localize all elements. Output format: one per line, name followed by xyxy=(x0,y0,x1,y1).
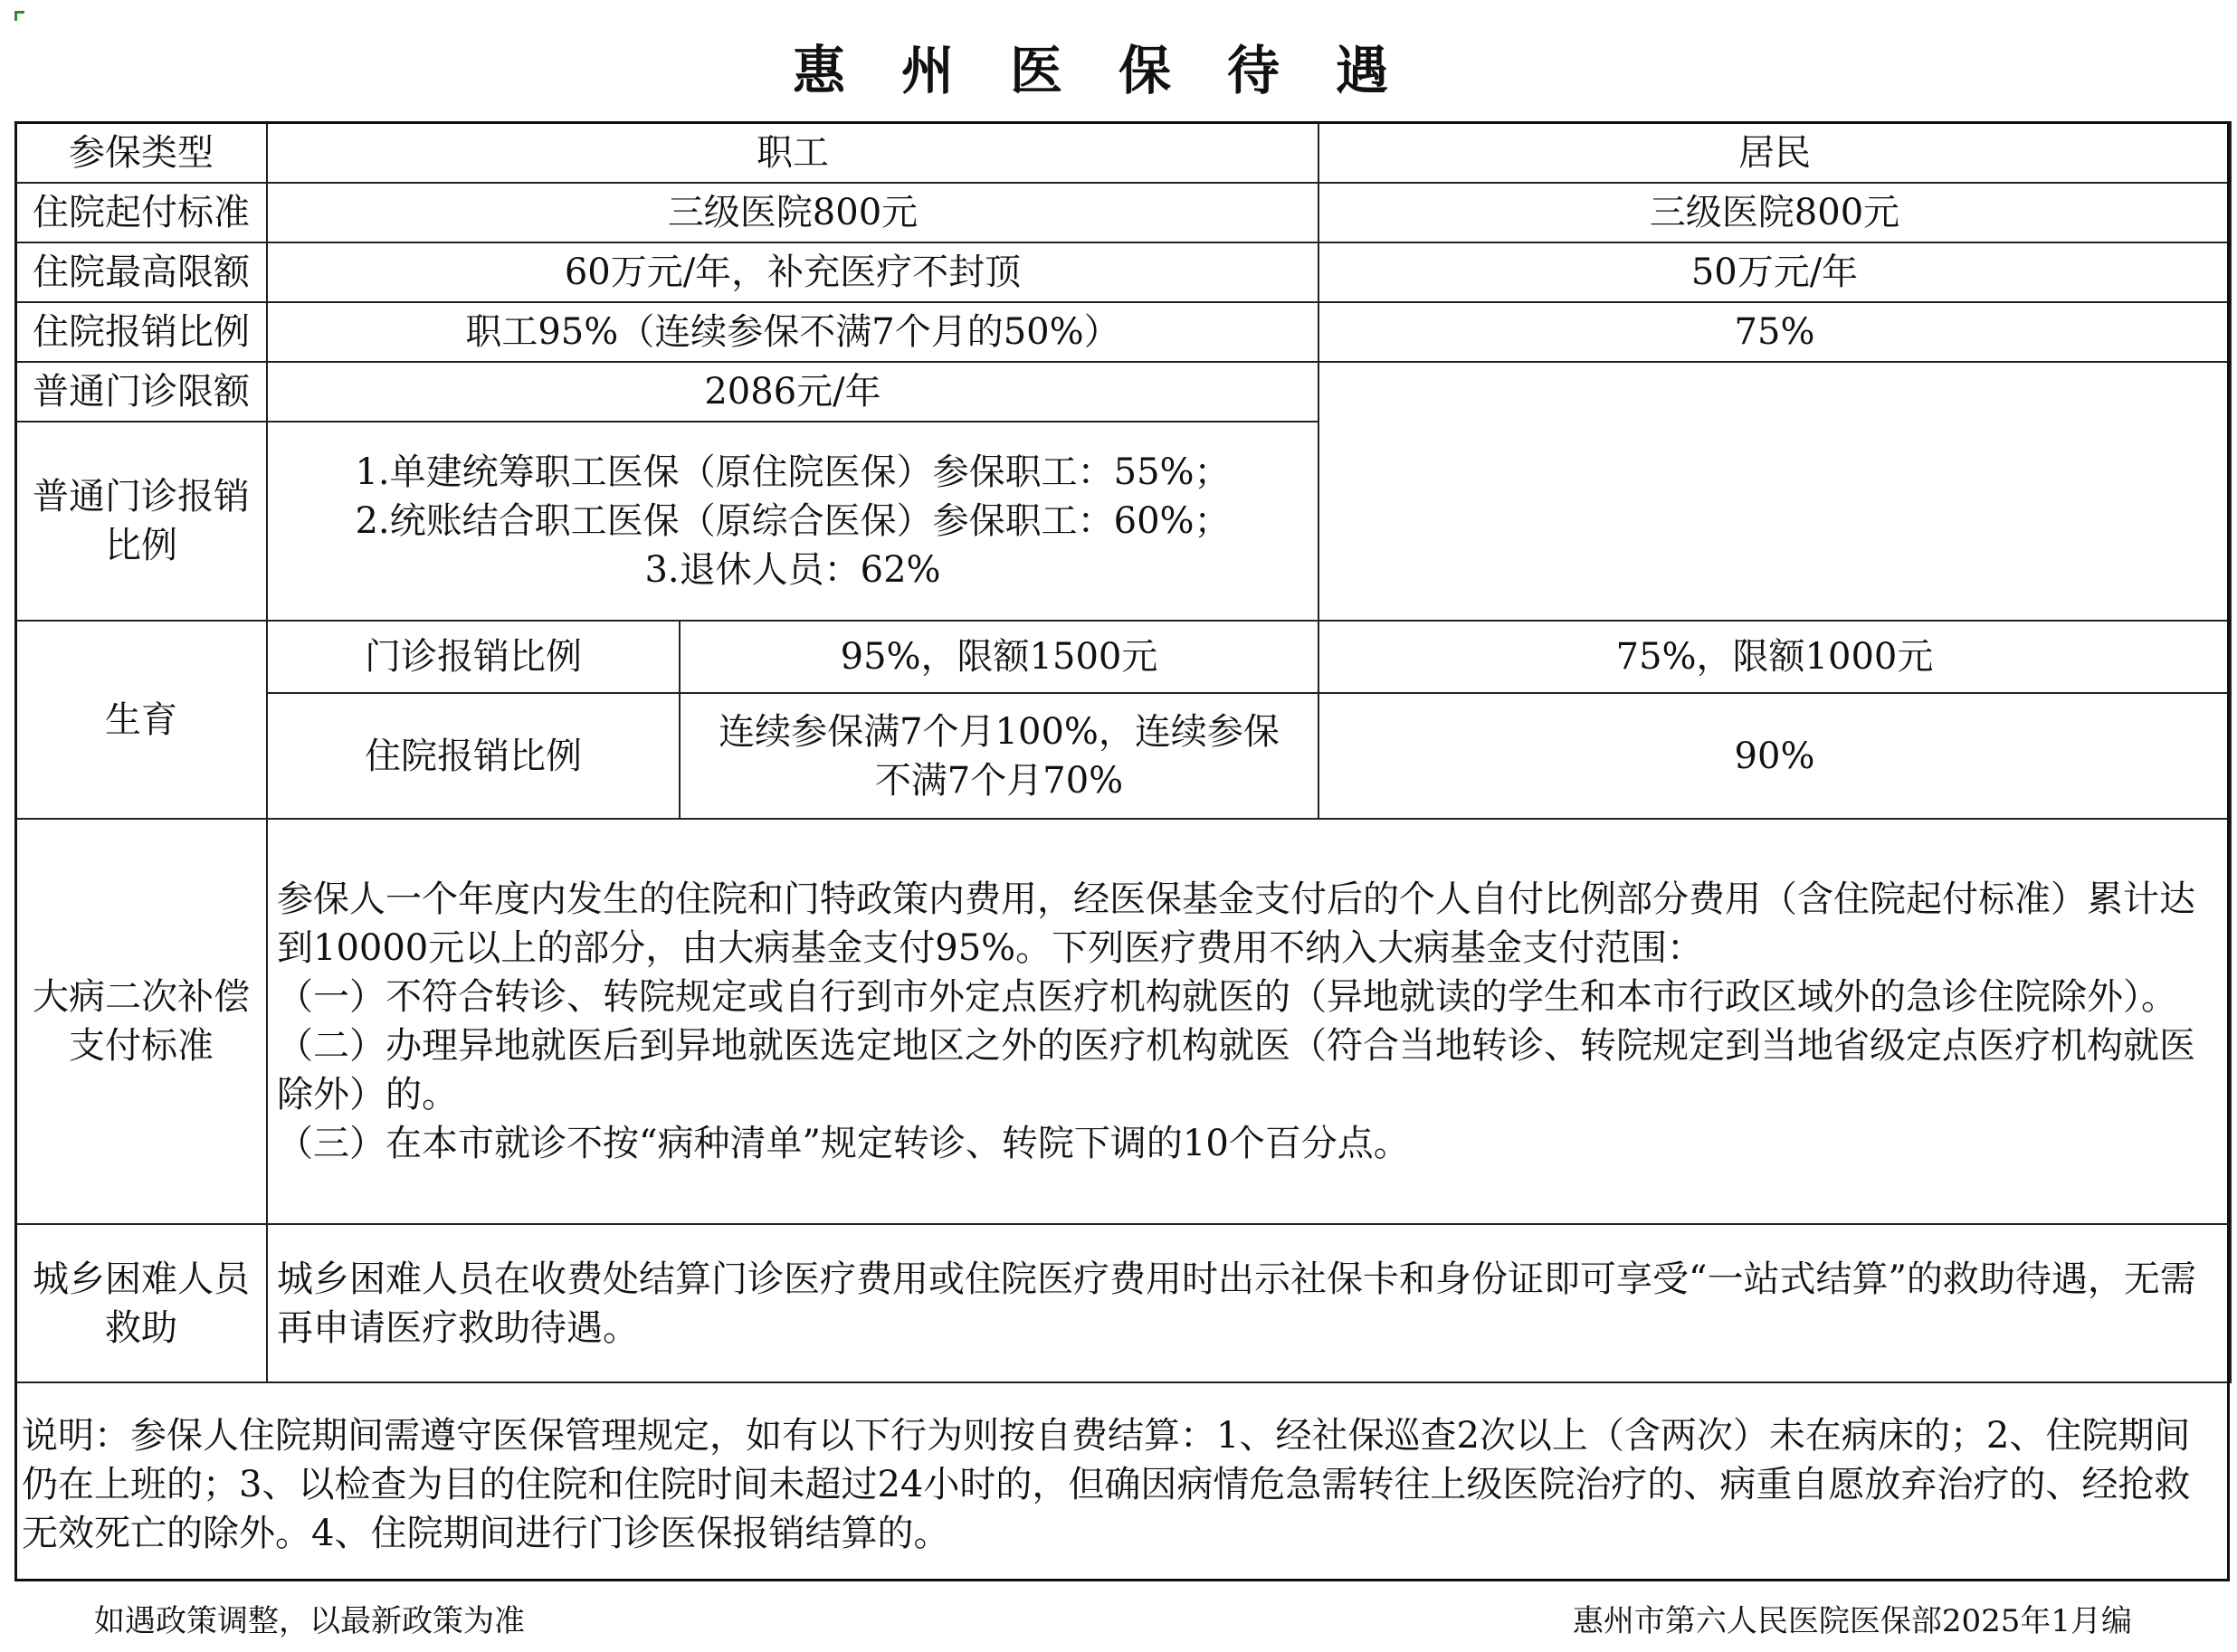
type-label: 参保类型 xyxy=(15,122,267,183)
footer-credit: 惠州市第六人民医院医保部2025年1月编 xyxy=(1572,1603,2132,1639)
hardship-text: 城乡困难人员在收费处结算门诊医疗费用或住院医疗费用时出示社保卡和身份证即可享受“一站式结算”的救助待遇，无需再申请医疗救助待遇。 xyxy=(267,1224,2231,1382)
deductible-resident: 三级医院800元 xyxy=(1318,183,2231,242)
table-frame xyxy=(14,121,2230,1581)
outpatient-ratio-label-line2: 比例 xyxy=(105,525,177,566)
outpatient-ratio-item: 1.单建统筹职工医保（原住院医保）参保职工：55%； xyxy=(355,451,1231,493)
maternity-inpatient-label: 住院报销比例 xyxy=(267,693,680,819)
outpatient-limit-employee: 2086元/年 xyxy=(267,362,1318,422)
footer-disclaimer: 如遇政策调整，以最新政策为准 xyxy=(94,1603,525,1639)
deductible-employee: 三级医院800元 xyxy=(267,183,1318,242)
maternity-outpatient-label: 门诊报销比例 xyxy=(267,621,680,693)
maternity-inpatient-resident: 90% xyxy=(1318,693,2231,819)
deductible-label: 住院起付标准 xyxy=(15,183,267,242)
hardship-label-line1: 城乡困难人员 xyxy=(33,1258,250,1300)
resident-header: 居民 xyxy=(1318,122,2231,183)
serious-illness-label-line1: 大病二次补偿 xyxy=(33,976,250,1018)
corner-mark xyxy=(14,11,24,21)
outpatient-ratio-item: 2.统账结合职工医保（原综合医保）参保职工：60%； xyxy=(355,500,1231,542)
serious-illness-paragraph: （三）在本市就诊不按“病种清单”规定转诊、转院下调的10个百分点。 xyxy=(277,1123,1410,1164)
max-limit-label: 住院最高限额 xyxy=(15,242,267,302)
serious-illness-label-line2: 支付标准 xyxy=(69,1025,214,1067)
note-text: 说明：参保人住院期间需遵守医保管理规定，如有以下行为则按自费结算：1、经社保巡查2次以上（含两次）未在病床的；2、住院期间仍在上班的；3、以检查为目的住院和住院时间未超过24小时的，但确因病情危急需转往上级医院治疗的、病重自愿放弃治疗的、经抢救无效死亡的除外。4、住院期间进行门诊医保报销结算的。 xyxy=(22,1415,2191,1554)
max-limit-employee: 60万元/年，补充医疗不封顶 xyxy=(267,242,1318,302)
serious-illness-paragraph: 参保人一个年度内发生的住院和门特政策内费用，经医保基金支付后的个人自付比例部分费用（含住院起付标准）累计达到10000元以上的部分，由大病基金支付95%。下列医疗费用不纳入大病基金支付范围： xyxy=(277,878,2195,969)
inpatient-ratio-employee: 职工95%（连续参保不满7个月的50%） xyxy=(267,302,1318,362)
serious-illness-paragraph: （二）办理异地就医后到异地就医选定地区之外的医疗机构就医（符合当地转诊、转院规定到当地省级定点医疗机构就医除外）的。 xyxy=(277,1025,2195,1116)
max-limit-resident: 50万元/年 xyxy=(1318,242,2231,302)
maternity-outpatient-employee: 95%，限额1500元 xyxy=(680,621,1318,693)
outpatient-ratio-label-line1: 普通门诊报销 xyxy=(33,476,250,517)
inpatient-ratio-label: 住院报销比例 xyxy=(15,302,267,362)
maternity-outpatient-resident: 75%，限额1000元 xyxy=(1318,621,2231,693)
hardship-label-line2: 救助 xyxy=(105,1306,177,1349)
maternity-label: 生育 xyxy=(15,621,267,819)
serious-illness-paragraph: （一）不符合转诊、转院规定或自行到市外定点医疗机构就医的（异地就读的学生和本市行政区域外的急诊住院除外）。 xyxy=(277,976,2177,1018)
employee-header: 职工 xyxy=(267,122,1318,183)
inpatient-ratio-resident: 75% xyxy=(1318,302,2231,362)
outpatient-limit-label: 普通门诊限额 xyxy=(15,362,267,422)
page-title: 惠州医保待遇 xyxy=(792,40,1444,101)
outpatient-ratio-item: 3.退休人员：62% xyxy=(644,549,941,591)
maternity-inpatient-employee-line2: 不满7个月70% xyxy=(874,759,1124,802)
maternity-inpatient-employee-line1: 连续参保满7个月100%，连续参保 xyxy=(719,710,1280,753)
